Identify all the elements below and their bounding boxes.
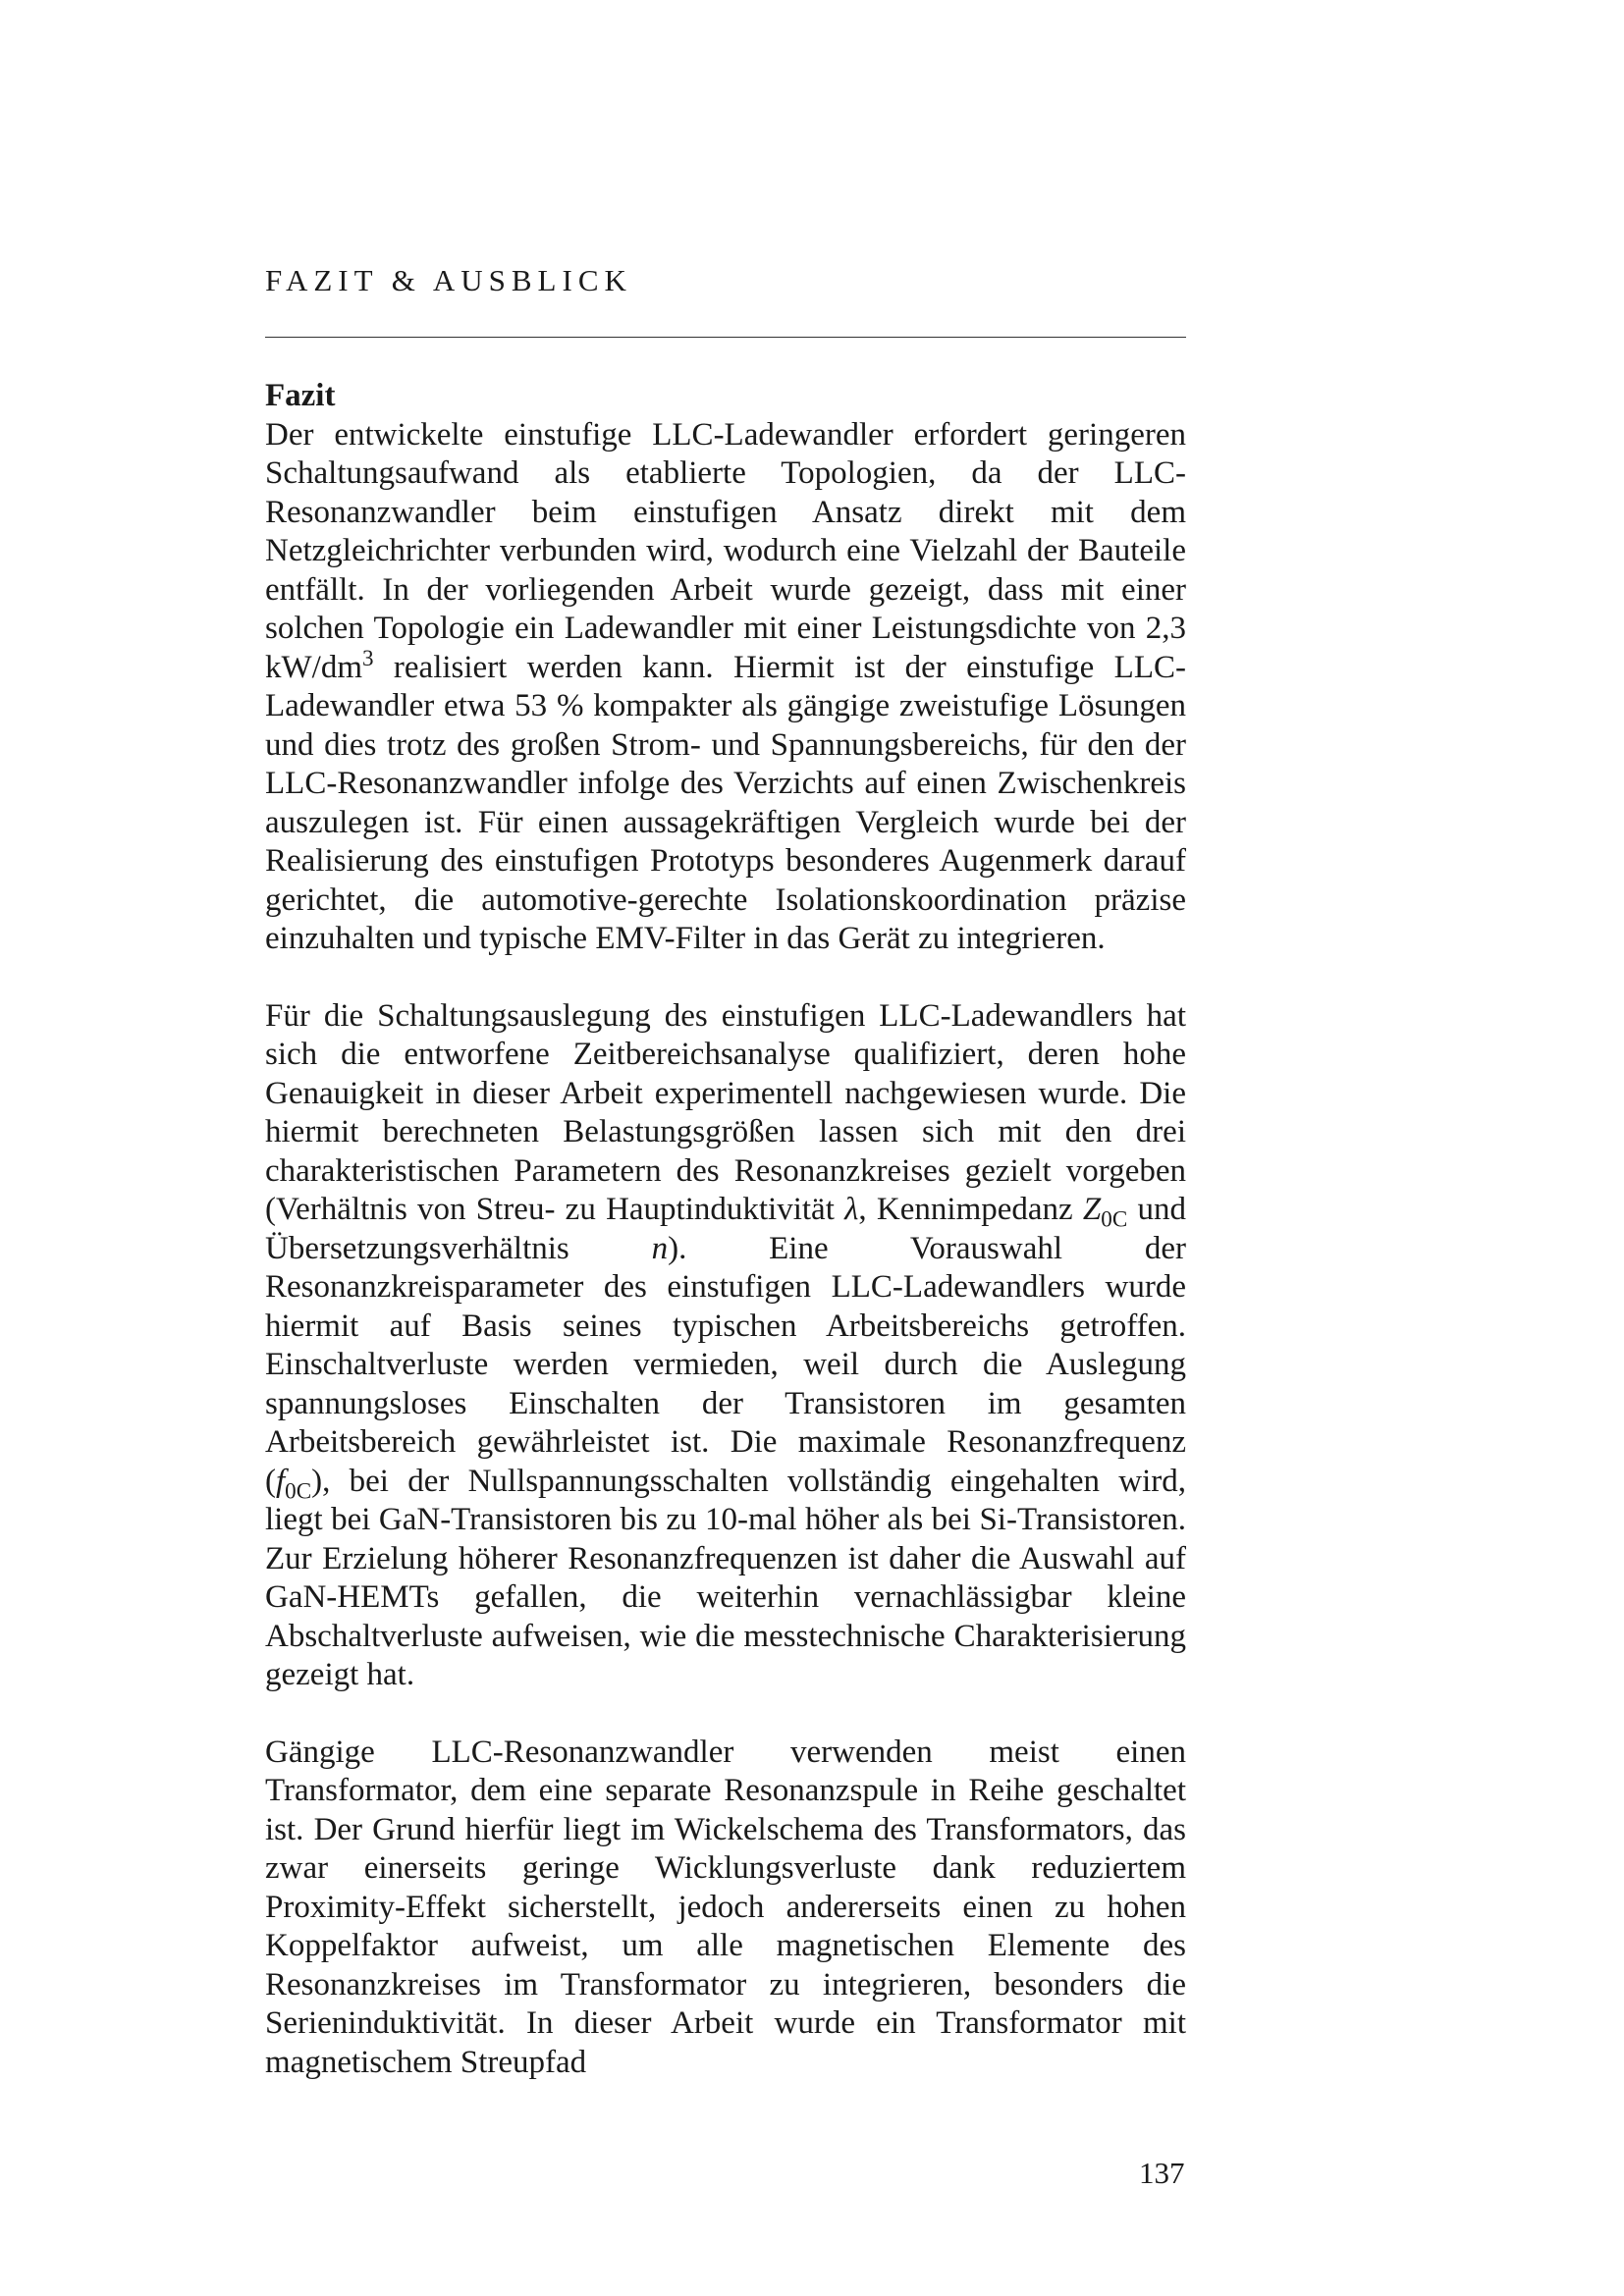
header-rule xyxy=(265,337,1186,338)
paragraph-2-text-b: , Kennimpedanz xyxy=(858,1192,1083,1227)
paragraph-2-text-e: ), bei der Nullspannungsschalten vollständig eingehalten wird, liegt bei GaN-Transistoren bis zu 10-mal höher als bei Si-Transistoren. Zur Erzielung höherer Resonanzfrequenzen ist daher die Auswahl auf GaN-HEMTs gefallen, die weiterhin vernachlässigbar kleine Abschaltverluste aufweisen, wie die messtechnische Charakterisierung gezeigt hat. xyxy=(265,1463,1186,1692)
page-number: 137 xyxy=(1139,2156,1185,2190)
paragraph-3-text-a: Gängige LLC-Resonanzwandler verwenden meist einen Transformator, dem eine separate Resonanzspule in Reihe geschaltet ist. Der Grund hierfür liegt im Wickelschema des Transformators, das zwar einerseits geringe Wicklungsverluste dank reduziertem Proximity-Effekt sicherstellt, jedoch andererseits einen zu hohen Koppelfaktor aufweist, um alle magnetischen Elemente des Resonanzkreises im Transformator zu integrieren, besonders die Serieninduktivität. In dieser Arbeit wurde ein Transformator mit magnetischem Streupfad xyxy=(265,1734,1186,2080)
page-body xyxy=(265,377,1186,2120)
paragraph-2-text-d: ). Eine Vorauswahl der Resonanzkreisparameter des einstufigen LLC-Ladewandlers wurde hiermit auf Basis seines typischen Arbeitsbereichs getroffen. Einschaltverluste werden vermieden, weil durch die Auslegung spannungsloses Einschalten der Transistoren im gesamten Arbeitsbereich gewährleistet ist. Die maximale Resonanzfrequenz ( xyxy=(265,1230,1186,1499)
chapter-title: FAZIT & AUSBLICK xyxy=(265,263,632,297)
paragraph-1-superscript: 3 xyxy=(361,644,374,670)
symbol-z: Z xyxy=(1082,1192,1102,1227)
symbol-f-subscript: 0C xyxy=(285,1477,312,1504)
paragraph-1-text-b: realisiert werden kann. Hiermit ist der einstufige LLC-Ladewandler etwa 53 % kompakter als gängige zweistufige Lösungen und dies trotz des großen Strom- und Spannungsbereichs, für den der LLC-Resonanzwandler infolge des Verzichts auf einen Zwischenkreis auszulegen ist. Für einen aussagekräftigen Vergleich wurde bei der Realisierung des einstufigen Prototyps besonderes Augenmerk darauf gerichtet, die automotive-gerechte Isolationskoordination präzise einzuhalten und typische EMV-Filter in das Gerät zu integrieren. xyxy=(265,649,1186,956)
paragraph-2 xyxy=(265,997,1186,1695)
paragraph-2-text-c: und Übersetzungsverhältnis xyxy=(265,1192,1186,1266)
symbol-z-subscript: 0C xyxy=(1101,1205,1128,1232)
section-heading: Fazit xyxy=(265,378,336,413)
symbol-n: n xyxy=(651,1230,669,1266)
paragraph-1 xyxy=(265,416,1186,959)
paragraph-2-text-a: Für die Schaltungsauslegung des einstufigen LLC-Ladewandlers hat sich die entworfene Zeitbereichsanalyse qualifiziert, deren hohe Genauigkeit in dieser Arbeit experimentell nachgewiesen wurde. Die hiermit berechneten Belastungsgrößen lassen sich mit den drei charakteristischen Parametern des Resonanzkreises gezielt vorgeben (Verhältnis von Streu- zu Hauptinduktivität xyxy=(265,997,1186,1227)
symbol-f: f xyxy=(276,1463,286,1499)
paragraph-3 xyxy=(265,1734,1186,2083)
paragraph-1-text-a: Der entwickelte einstufige LLC-Ladewandler erfordert geringeren Schaltungsaufwand als etablierte Topologien, da der LLC-Resonanzwandler beim einstufigen Ansatz direkt mit dem Netzgleichrichter verbunden wird, wodurch eine Vielzahl der Bauteile entfällt. In der vorliegenden Arbeit wurde gezeigt, dass mit einer solchen Topologie ein Ladewandler mit einer Leistungsdichte von 2,3 kW/dm xyxy=(265,416,1186,685)
symbol-lambda: λ xyxy=(844,1192,859,1227)
